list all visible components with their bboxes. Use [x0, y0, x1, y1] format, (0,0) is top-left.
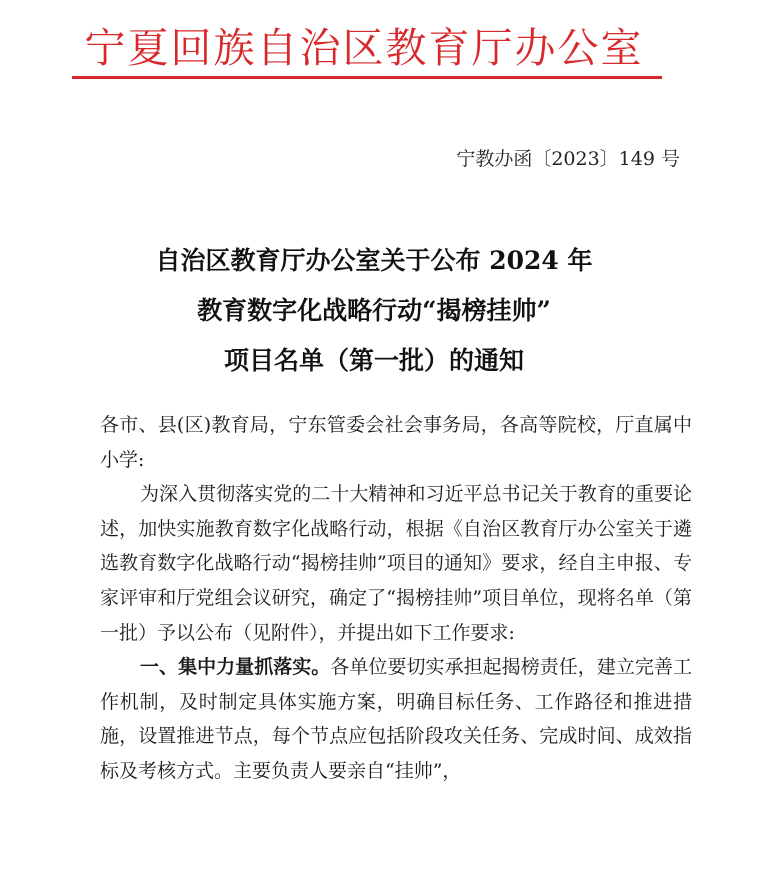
paragraph-intro: 为深入贯彻落实党的二十大精神和习近平总书记关于教育的重要论述，加快实施教育数字化战略行动，根据《自治区教育厅办公室关于遴选教育数字化战略行动“揭榜挂帅”项目的通知》要求，经自主申报、专家评审和厅党组会议研究，确定了“揭榜挂帅”项目单位，现将名单（第一批）予以公布（见附件），并提出如下工作要求:: [100, 483, 692, 644]
title-line-1: 自治区教育厅办公室关于公布 2024 年: [155, 246, 593, 275]
title-line-3: 项目名单（第一批）的通知: [223, 346, 524, 375]
requirement-1-text: 各单位要切实承担起揭榜责任，建立完善工作机制，及时制定具体实施方案，明确目标任务、工作路径和推进措施，设置推进节点，每个节点应包括阶段攻关任务、完成时间、成效指标及考核方式。主要负责人要亲自“挂帅”，: [100, 656, 692, 782]
issuer-title: 宁夏回族自治区教育厅办公室: [84, 24, 644, 72]
paragraph-requirement-1: [100, 650, 692, 788]
letterhead: [0, 22, 766, 74]
red-divider-line: [72, 76, 662, 79]
salutation: 各市、县(区)教育局，宁东管委会社会事务局，各高等院校，厅直属中小学:: [100, 414, 692, 471]
notice-body: [100, 408, 692, 789]
requirement-1-heading: 一、集中力量抓落实。: [140, 656, 331, 679]
document-number: 宁教办函〔2023〕149 号: [456, 148, 680, 170]
title-line-2: 教育数字化战略行动“揭榜挂帅”: [197, 296, 551, 325]
notice-title: [0, 236, 766, 386]
